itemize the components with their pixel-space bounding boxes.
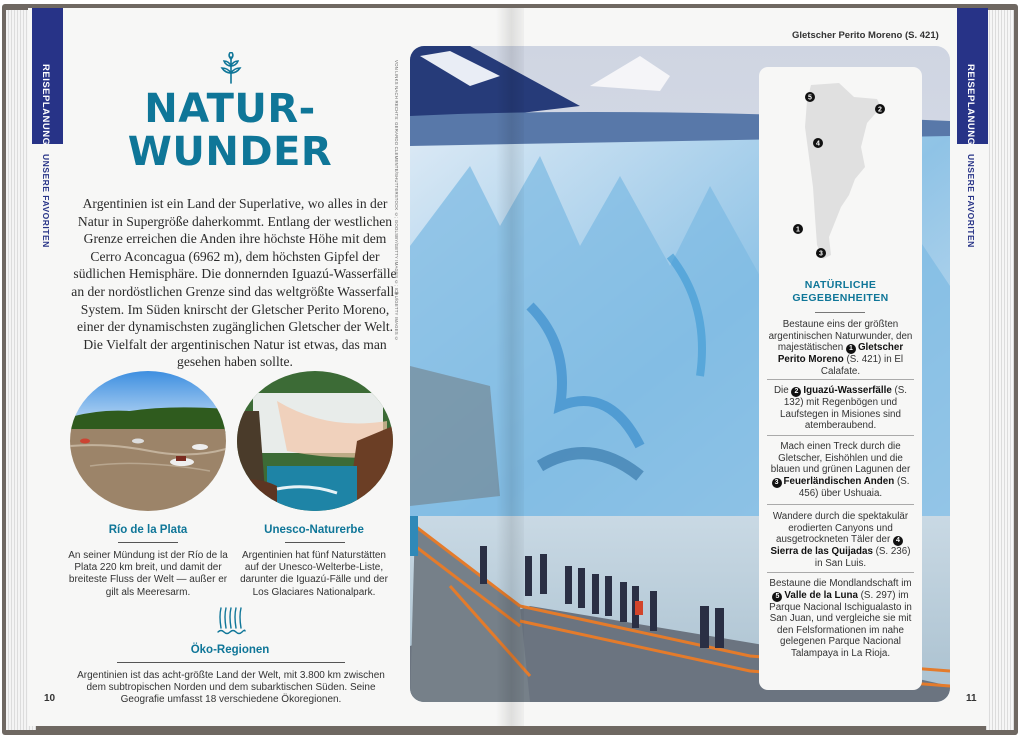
number-badge: 1 — [846, 344, 856, 354]
photo-credit: VON LINKS NACH RECHTS: GERARDO CLEMENTE/SHUTTERSTOCK ©; GOOLSBY/GETTY IMAGES ©; ICHU/GETTY IMAGES © — [394, 60, 399, 342]
eco-text: Argentinien ist das acht-größte Land der Welt, mit 3.800 km zwischen dem subtropischen Norden und dem subarktischen Süden. Seine Geografie umfasst 18 verschiedene Ökoregionen. — [77, 670, 385, 706]
page-header-reference: Gletscher Perito Moreno (S. 421) — [792, 30, 939, 41]
page-number-right: 11 — [966, 693, 977, 704]
number-badge: 2 — [791, 387, 801, 397]
map-pin-5 — [805, 92, 815, 102]
eco-title: Öko-Regionen — [190, 644, 270, 656]
page-number-left: 10 — [44, 693, 56, 704]
leaf-icon — [218, 52, 244, 84]
number-badge: 5 — [772, 592, 782, 602]
svg-text:2: 2 — [878, 106, 882, 114]
number-badge: 4 — [893, 536, 903, 546]
page-stack-right — [986, 10, 1014, 730]
divider — [767, 504, 914, 505]
number-badge: 3 — [772, 478, 782, 488]
title-line-2: WUNDER — [127, 129, 333, 175]
divider — [117, 662, 345, 663]
map-pin-3 — [816, 248, 826, 258]
feature-item: Bestaune die Mondlandschaft im 5 Valle de la Luna (S. 297) im Parque Nacional Ischigualasto in San Juan, und vergleiche sie mit den Felsformationen im nahe gelegenen Parque Nacional Talampaya in La Rioja. — [769, 578, 912, 659]
svg-text:1: 1 — [796, 226, 800, 234]
feature-text: Argentinien hat fünf Naturstätten auf der Unesco-Welterbe-Liste, darunter die Iguazú-Fälle und der Los Glaciares Nationalpark. — [240, 550, 388, 598]
page-title — [60, 88, 400, 174]
intro-paragraph: Argentinien ist ein Land der Superlative, wo alles in der Natur in Supergröße daherkommt. Entlang der westlichen Grenze erreichen die Anden ihre höchste Höhe mit dem Cerro Aconcagua (6962 m), dem höchsten Gipfel der südlichen Hemisphäre. Die donnernden Iguazú-Wasserfälle an der nordöstlichen Grenze sind das weltgrößte Wasserfall-System. Im Süden knirscht der Gletscher Perito Moreno, einer der dynamischsten zugänglichen Gletscher der Welt. Die Vielfalt der argentinischen Natur ist etwas, das man gesehen haben sollte. — [71, 196, 399, 370]
feature-title: Unesco-Naturerbe — [264, 524, 364, 536]
subsection-label: UNSERE FAVORITEN — [41, 154, 51, 248]
divider — [118, 542, 178, 543]
waterfall-icon — [216, 606, 246, 636]
map-pin-1 — [793, 224, 803, 234]
feature-item: Die 2 Iguazú-Wasserfälle (S. 132) mit Regenbögen und Laufstegen in Misiones sind atemberaubend. — [773, 385, 908, 432]
divider — [285, 542, 345, 543]
sidebar-title — [759, 279, 922, 305]
divider — [767, 379, 914, 380]
feature-item: Bestaune eins der größten argentinischen Naturwunder, den majestätischen 1 Gletscher Perito Moreno (S. 421) in El Calafate. — [768, 319, 913, 377]
feature-text: An seiner Mündung ist der Río de la Plata 220 km breit, und damit der breiteste Fluss der Welt — außer er gilt als Meeresarm. — [68, 550, 228, 598]
section-tab-label: REISEPLANUNG — [965, 64, 976, 146]
sidebar-title-line-1: NATÜRLICHE — [804, 279, 877, 291]
divider — [767, 572, 914, 573]
title-line-1: NATUR- — [144, 86, 316, 132]
map-pin-4 — [813, 138, 823, 148]
natural-features-sidebar — [759, 67, 922, 690]
svg-text:5: 5 — [808, 94, 812, 102]
divider — [815, 312, 865, 313]
feature-item: Mach einen Treck durch die Gletscher, Eishöhlen und die blauen und grünen Lagunen der 3 Feuerländischen Anden (S. 456) über Ushuaia. — [770, 441, 911, 499]
river-boats-photo — [70, 371, 226, 511]
subsection-label: UNSERE FAVORITEN — [966, 154, 976, 248]
iguazu-waterfall-photo — [237, 371, 393, 511]
feature-item: Wandere durch die spektakulär erodierten Canyons und ausgetrockneten Täler der 4Sierra de las Quijadas (S. 236) in San Luis. — [770, 511, 911, 569]
section-tab-label: REISEPLANUNG — [40, 64, 51, 146]
divider — [767, 435, 914, 436]
svg-text:3: 3 — [819, 250, 823, 258]
sidebar-title-line-2: GEGEBENHEITEN — [792, 292, 889, 304]
feature-title: Río de la Plata — [108, 524, 188, 536]
svg-text:4: 4 — [816, 140, 820, 148]
map-pin-2 — [875, 104, 885, 114]
argentina-map — [769, 77, 909, 267]
